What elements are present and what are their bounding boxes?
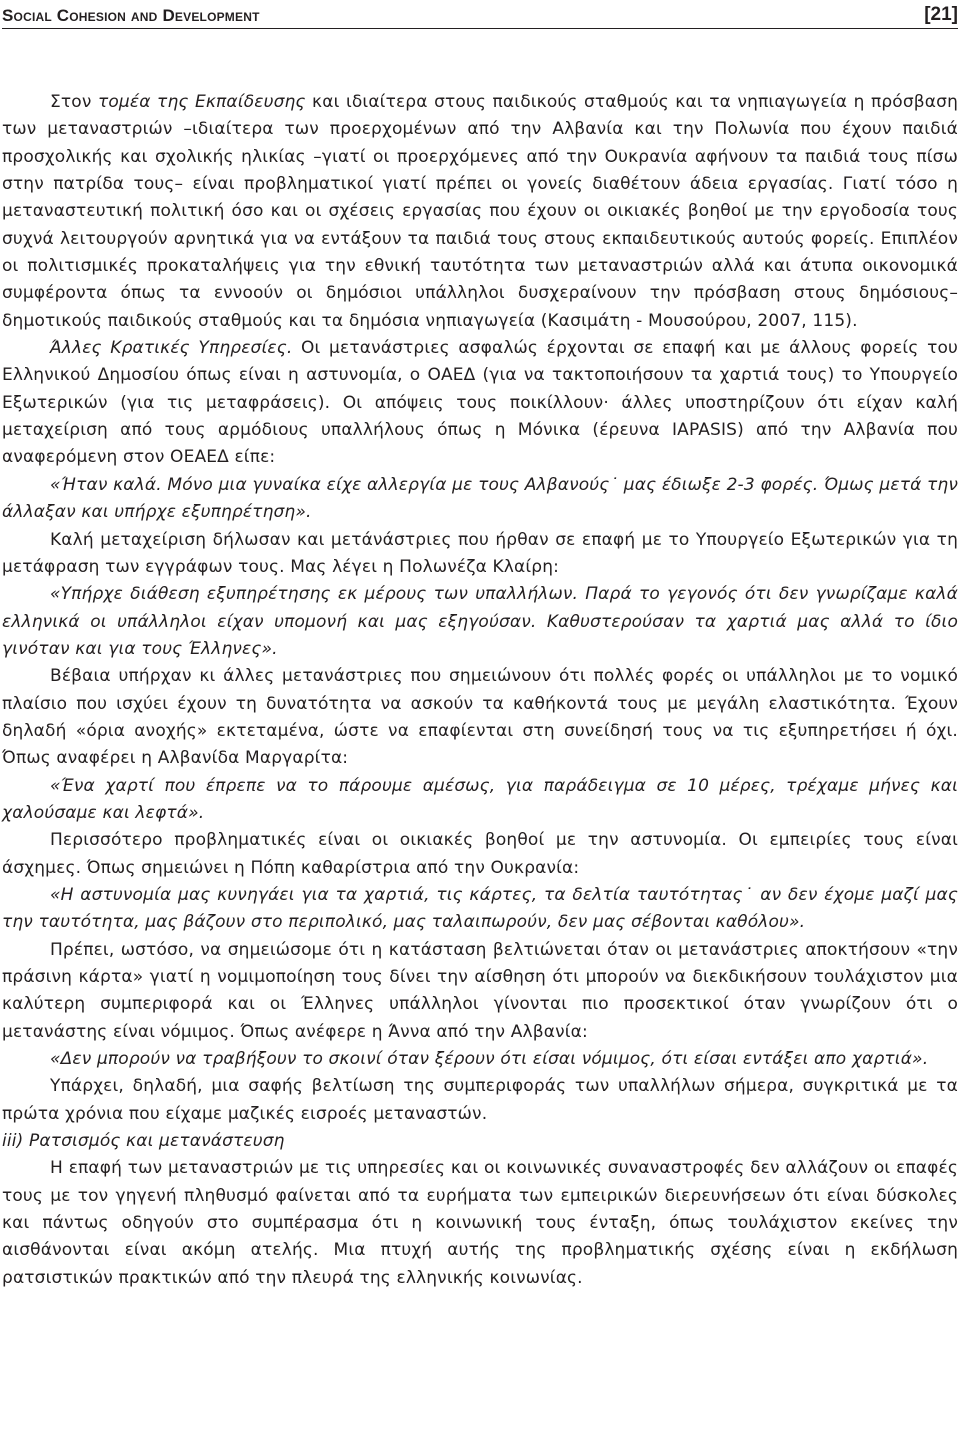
italic-run: «Υπήρχε διάθεση εξυπηρέτησης εκ μέρους των υπαλλήλων. Παρά το γεγονός ότι δεν γνωρίζαμε καλά ελληνικά οι υπάλληλοι είχαν υπομονή και μας εξηγούσαν. Καθυστερούσαν τα χαρτιά μας αλλά το ίδιο γινόταν και για τους Έλληνες». xyxy=(2,584,958,659)
quote-paragraph xyxy=(2,1046,958,1073)
quote-paragraph xyxy=(2,773,958,828)
text-run: και ιδιαίτερα στους παιδικούς σταθμούς και τα νηπιαγωγεία η πρόσβαση των μεταναστριών –ιδιαίτερα των προερχομένων από την Αλβανία και την Πολωνία που έχουν παιδιά προσχολικής και σχολικής ηλικίας –γιατί οι προερχόμενες από την Ουκρανία αφήνουν τα παιδιά τους πίσω στην πατρίδα τους– είναι προβληματικοί γιατί πρέπει οι γονείς διαθέτουν άδεια εργασίας. Γιατί τόσο η μεταναστευτική πολιτική όσο και οι σχέσεις εργασίας που έχουν οι οικιακές βοηθοί με την εργοδοσία τους συχνά λειτουργούν αρνητικά για να εντάξουν τα παιδιά τους στους εκπαιδευτικούς αυτούς φορείς. Επιπλέον οι πολιτισμικές προκαταλήψεις για την εθνική ταυτότητα των μεταναστριών αλλά και άτυπα οικονομικά συμφέροντα όπως τα εννοούν οι δημόσιοι υπάλληλοι δυσχεραίνουν την πρόσβαση στους δημόσιους–δημοτικούς παιδικούς σταθμούς και τα δημόσια νηπιαγωγεία (Κασιμάτη - Μουσούρου, 2007, 115). xyxy=(2,92,958,331)
body-paragraph xyxy=(2,89,958,335)
body-paragraph xyxy=(2,663,958,772)
italic-run: «Ένα χαρτί που έπρεπε να το πάρουμε αμέσως, για παράδειγμα σε 10 μέρες, τρέχαμε μήνες και χαλούσαμε και λεφτά». xyxy=(2,775,958,823)
body-paragraph xyxy=(2,827,958,882)
quote-paragraph xyxy=(2,472,958,527)
text-run: Η επαφή των μεταναστριών με τις υπηρεσίες και οι κοινωνικές συναναστροφές δεν αλλάζουν οι επαφές τους με τον γηγενή πληθυσμό φαίνεται από τα ευρήματα των εμπειρικών διερευνήσεων ότι είναι δύσκολες και πάντως οδηγούν στο συμπέρασμα ότι η κοινωνική τους ένταξη, όπως τουλάχιστον εκείνες την αισθάνονται είναι ακόμη ατελής. Μια πτυχή αυτής της προβληματικής σχέσης είναι η εκδήλωση ρατσιστικών πρακτικών από την πλευρά της ελληνικής κοινωνίας. xyxy=(2,1158,958,1288)
running-header xyxy=(2,4,958,29)
italic-run: «Δεν μπορούν να τραβήξουν το σκοινί όταν ξέρουν ότι είσαι νόμιμος, ότι είσαι εντάξει απο χαρτιά». xyxy=(50,1049,929,1070)
body-paragraph xyxy=(2,1155,958,1292)
body-paragraph xyxy=(2,1073,958,1128)
body-text xyxy=(2,89,958,1292)
italic-run: iii) Ρατσισμός και μετανάστευση xyxy=(2,1131,285,1152)
running-title: Social Cohesion and Development xyxy=(2,6,260,25)
text-run: Πρέπει, ωστόσο, να σημειώσομε ότι η κατάσταση βελτιώνεται όταν οι μετανάστριες αποκτήσουν «την πράσινη κάρτα» γιατί η νομιμοποίηση τους δίνει την αίσθηση ότι μπορούν να διεκδικήσουν τουλάχιστον μια καλύτερη συμπεριφορά και οι Έλληνες υπάλληλοι γίνονται πιο προσεκτικοί όταν γνωρίζουν ότι ο μετανάστης είναι νόμιμος. Όπως ανέφερε η Άννα από την Αλβανία: xyxy=(2,939,958,1042)
quote-paragraph xyxy=(2,581,958,663)
body-paragraph xyxy=(2,527,958,582)
section-heading xyxy=(2,1128,958,1155)
page-number: [21] xyxy=(924,4,958,25)
body-paragraph xyxy=(2,335,958,472)
text-run: Καλή μεταχείριση δήλωσαν και μετάνάστριες που ήρθαν σε επαφή με το Υπουργείο Εξωτερικών για τη μετάφραση των εγγράφων τους. Μας λέγει η Πολωνέζα Κλαίρη: xyxy=(2,529,958,577)
text-run: Στον xyxy=(50,92,98,112)
italic-run: «Η αστυνομία μας κυνηγάει για τα χαρτιά, τις κάρτες, τα δελτία ταυτότητας˙ αν δεν έχομε μαζί μας την ταυτότητα, μας βάζουν στο περιπολικό, μας ταλαιπωρούν, δεν μας σέβονται καθόλου». xyxy=(2,884,958,933)
body-paragraph xyxy=(2,937,958,1046)
italic-run: Άλλες Κρατικές Υπηρεσίες. xyxy=(50,338,293,359)
text-run: Βέβαια υπήρχαν κι άλλες μετανάστριες που σημειώνουν ότι πολλές φορές οι υπάλληλοι με το νομικό πλαίσιο που ισχύει έχουν τη δυνατότητα να ασκούν τα καθήκοντά τους με μεγάλη ελαστικότητα. Έχουν δηλαδή «όρια ανοχής» εκτεταμένα, ώστε να επαφίενται στη συνείδησή τους να τις εξυπηρετήσει ή όχι. Όπως αναφέρει η Αλβανίδα Μαργαρίτα: xyxy=(2,666,958,769)
text-run: Υπάρχει, δηλαδή, μια σαφής βελτίωση της συμπεριφοράς των υπαλλήλων σήμερα, συγκριτικά με τα πρώτα χρόνια που είχαμε μαζικές εισροές μεταναστών. xyxy=(2,1076,958,1124)
text-run: Οι μετανάστριες ασφαλώς έρχονται σε επαφή και με άλλους φορείς του Ελληνικού Δημοσίου όπως είναι η αστυνομία, ο ΟΑΕΔ (για να τακτοποιήσουν τα χαρτιά τους) το Υπουργείο Εξωτερικών (για τις μεταφράσεις). Οι απόψεις τους ποικίλλουν· άλλες υποστηρίζουν ότι είχαν καλή μεταχείριση από τους αρμόδιους υπαλλήλους όπως η Μόνικα (έρευνα IAPASIS) από την Αλβανία που αναφερόμενη στον ΟΕΑΕΔ είπε: xyxy=(2,338,958,468)
italic-run: «Ήταν καλά. Μόνο μια γυναίκα είχε αλλεργία με τους Αλβανούς˙ μας έδιωξε 2-3 φορές. Όμως μετά την άλλαξαν και υπήρχε εξυπηρέτηση». xyxy=(2,474,958,523)
quote-paragraph xyxy=(2,882,958,937)
italic-run: τομέα της Εκπαίδευσης xyxy=(97,92,306,112)
text-run: Περισσότερο προβληματικές είναι οι οικιακές βοηθοί με την αστυνομία. Οι εμπειρίες τους είναι άσχημες. Όπως σημειώνει η Πόπη καθαρίστρια από την Ουκρανία: xyxy=(2,830,958,878)
